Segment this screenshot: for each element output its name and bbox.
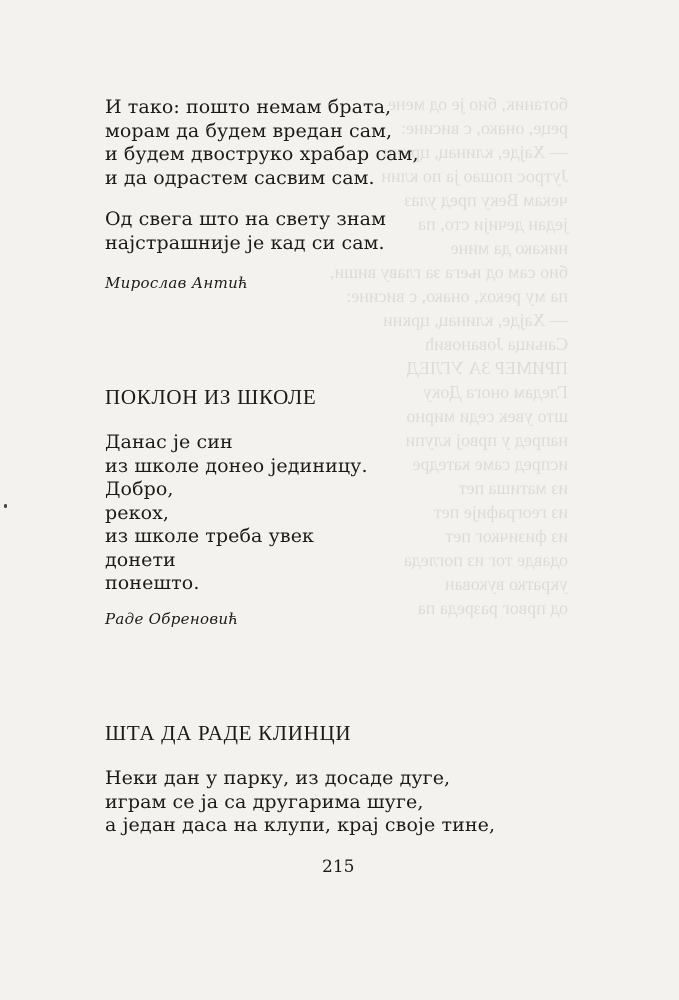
poem2-body — [105, 431, 368, 596]
poem-line: Неки дан у парку, из досаде дуге, — [105, 767, 451, 789]
poem1-stanza2 — [105, 208, 386, 255]
poem1-author: Мирослав Антић — [105, 274, 249, 292]
poem-line: а један даса на клупи, крај своје тине, — [105, 814, 496, 836]
poem-line: и будем двоструко храбар сам, — [105, 143, 419, 165]
poem-line: И тако: пошто немам брата, — [105, 96, 392, 118]
poem-line: рекох, — [105, 501, 170, 524]
poem-line: играм се ја са другарима шуге, — [105, 790, 424, 813]
poem-line: Добро, — [105, 478, 174, 500]
poem-line: Данас је син — [105, 431, 233, 453]
poem-line: из школе треба увек — [105, 525, 315, 547]
show-through-texture: ботаник, био је од мене реце, онако, с висине: — Хајде, клинац, цркни Јутрос пошао ја по клин чекам Веку пред улаз један дечији сто, па никако да мине био сам од њега за главу виши, па му рекох, онако, с висине: — Хајде, клинац, цркни Сањица Јовановић ПРИМЕР ЗА УГЛЕД Гледам онога Доку што увек седи мирно напред у првој клупи испред саме катедре из матиша пет из географије пет из физичког пет одавде тог из погледа укратко вукован од првог разреда па — [330, 94, 568, 618]
poem2-title: ПОКЛОН ИЗ ШКОЛЕ — [105, 385, 317, 409]
poem2-author: Раде Обреновић — [105, 610, 239, 628]
poem-line: и да одрастем сасвим сам. — [105, 166, 375, 189]
poem-line: најстрашније је кад си сам. — [105, 231, 385, 254]
poem-line: из школе донео јединицу. — [105, 454, 368, 477]
page-number: 215 — [322, 857, 355, 877]
poem-line: морам да будем вредан сам, — [105, 119, 393, 142]
poem3-title: ШТА ДА РАДЕ КЛИНЦИ — [105, 721, 352, 745]
poem-line: Од свега што на свету знам — [105, 208, 386, 230]
poem-line: понешто. — [105, 572, 200, 594]
poem-line: донети — [105, 548, 176, 571]
margin-mark — [4, 504, 7, 508]
poem1-stanza1 — [105, 96, 419, 190]
poem3-body — [105, 767, 495, 838]
